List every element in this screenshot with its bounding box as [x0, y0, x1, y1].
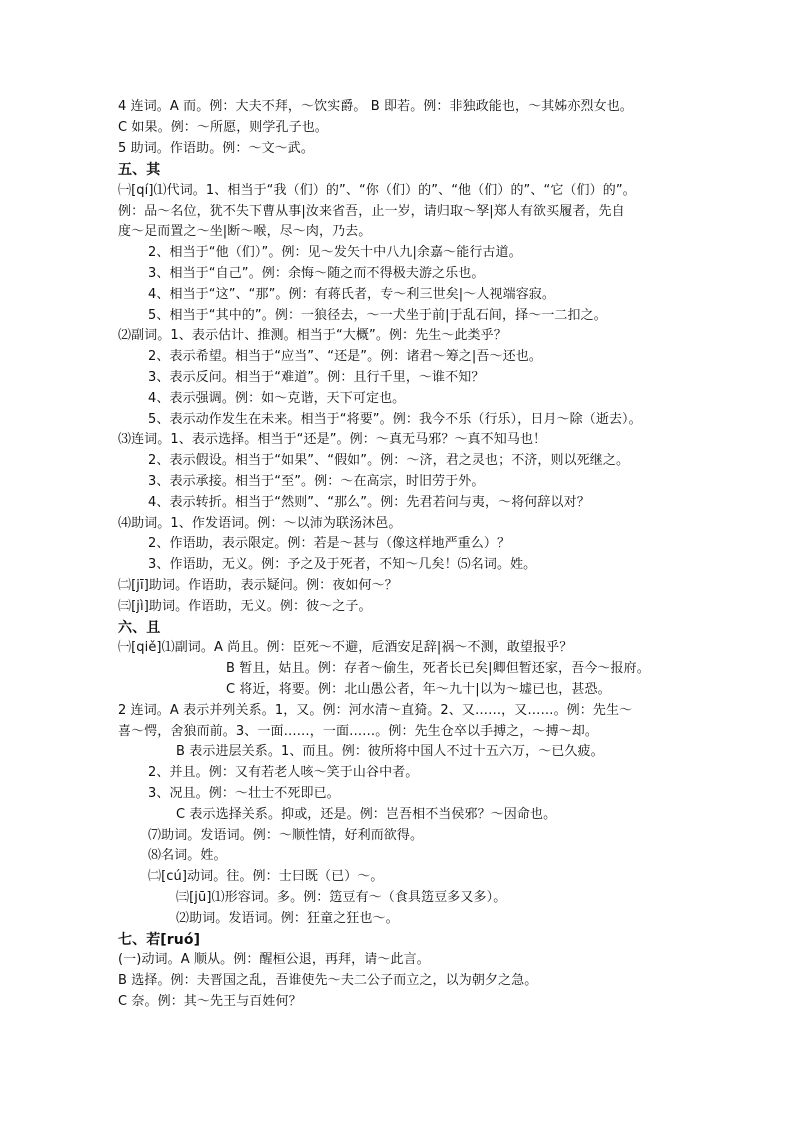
text-line: 3、况且。例：～壮士不死即已。 — [148, 786, 340, 801]
text-line: ㈠[qiě]⑴副词。A 尚且。例：臣死～不避，卮酒安足辞|祸～不测，敢望报乎？ — [118, 640, 573, 655]
text-line: C 如果。例：～所愿，则学孔子也。 — [118, 120, 328, 135]
text-line: 3、相当于“自己”。例：余悔～随之而不得极夫游之乐也。 — [148, 266, 485, 281]
text-line: ⑷助词。1、作发语词。例：～以沛为联汤沐邑。 — [118, 516, 402, 531]
text-line: ㈢[jì]助词。作语助，无义。例：彼～之子。 — [118, 599, 372, 614]
text-line: 2、相当于“他（们）”。例：见～发矢十中八九|余嘉～能行古道。 — [148, 245, 522, 260]
text-line: 4、相当于“这”、“那”。例：有蒋氏者，专～利三世矣|～人视端容寂。 — [148, 287, 555, 302]
text-line: B 表示进层关系。1、而且。例：彼所将中国人不过十五六万，～已久疲。 — [176, 744, 604, 759]
text-line: C 表示选择关系。抑或，还是。例：岂吾相不当侯邪？～因命也。 — [176, 807, 557, 822]
text-line: 5 助词。作语助。例：～文～武。 — [118, 141, 315, 156]
text-line: (一)动词。A 顺从。例：醒桓公退，再拜，请～此言。 — [118, 952, 430, 967]
text-line: 5、表示动作发生在未来。相当于“将要”。例：我今不乐（行乐），日月～除（逝去）。 — [148, 412, 642, 427]
text-line: 2、表示希望。相当于“应当”、“还是”。例：诸君～筹之|吾～还也。 — [148, 349, 542, 364]
text-line: 喜～愕，舍狼而前。3、一面……，一面……。例：先生仓卒以手搏之，～搏～却。 — [118, 724, 598, 739]
text-line: 例：品～名位，犹不失下曹从事|汝来省吾，止一岁，请归取～孥|郑人有欲买履者，先自 — [118, 204, 625, 219]
text-line: 2、作语助，表示限定。例：若是～甚与（像这样地严重么）？ — [148, 536, 511, 551]
text-line: C 奈。例：其～先王与百姓何？ — [118, 994, 302, 1009]
text-line: ⑺助词。发语词。例：～顺性情，好利而欲得。 — [148, 828, 424, 843]
text-line: 4 连词。A 而。例：大夫不拜，～饮实爵。 B 即若。例：非独政能也，～其姊亦烈女也。 — [118, 99, 633, 114]
text-line: 3、表示反问。相当于“难道”。例：且行千里，～谁不知？ — [148, 370, 485, 385]
text-line: 4、表示转折。相当于“然则”、“那么”。例：先君若问与夷，～将何辞以对？ — [148, 495, 590, 510]
text-line: 2 连词。A 表示并列关系。1，又。例：河水清～直猗。2、又……，又……。例：先生～ — [118, 703, 633, 718]
text-line: ㈠[qí]⑴代词。1、相当于“我（们）的”、“你（们）的”、“他（们）的”、“它（们）的”。 — [118, 183, 636, 198]
text-line: B 选择。例：夫晋国之乱，吾谁使先～夫二公子而立之，以为朝夕之急。 — [118, 973, 538, 988]
section-heading: 七、若[ruó] — [118, 932, 201, 948]
text-line: 5、相当于“其中的”。例：一狼径去，～一犬坐于前|于乱石间，择～一二扣之。 — [148, 308, 607, 323]
text-line: 2、表示假设。相当于“如果”、“假如”。例：～济，君之灵也；不济，则以死继之。 — [148, 453, 630, 468]
section-heading: 五、其 — [118, 162, 161, 178]
text-line: 3、表示承接。相当于“至”。例：～在高宗，时旧劳于外。 — [148, 474, 485, 489]
text-line: ㈢[jū]⑴形容词。多。例：笾豆有～（食具笾豆多又多）。 — [176, 890, 507, 905]
section-heading: 六、且 — [118, 620, 161, 636]
text-line: 3、作语助，无义。例：予之及于死者，不知～几矣！⑸名词。姓。 — [148, 557, 537, 572]
text-line: 度～足而置之～坐|断～喉，尽～肉，乃去。 — [118, 224, 372, 239]
text-line: ㈡[jī]助词。作语助，表示疑问。例：夜如何～？ — [118, 578, 398, 593]
text-line: 2、并且。例：又有若老人咳～笑于山谷中者。 — [148, 765, 419, 780]
text-line: C 将近，将要。例：北山愚公者，年～九十|以为～墟已也，甚恐。 — [226, 682, 611, 697]
text-line: ⑶连词。1、表示选择。相当于“还是”。例：～真无马邪？～真不知马也！ — [118, 432, 547, 447]
text-line: ㈡[cú]动词。往。例：士曰既（已）～。 — [148, 869, 384, 884]
text-line: ⑵副词。1、表示估计、推测。相当于“大概”。例：先生～此类乎？ — [118, 328, 507, 343]
text-line: B 暂且，姑且。例：存者～偷生，死者长已矣|卿但暂还家，吾今～报府。 — [226, 661, 650, 676]
text-line: ⑵助词。发语词。例：狂童之狂也～。 — [176, 911, 399, 926]
text-line: 4、表示强调。例：如～克谐，天下可定也。 — [148, 391, 406, 406]
text-line: ⑻名词。姓。 — [148, 848, 227, 863]
